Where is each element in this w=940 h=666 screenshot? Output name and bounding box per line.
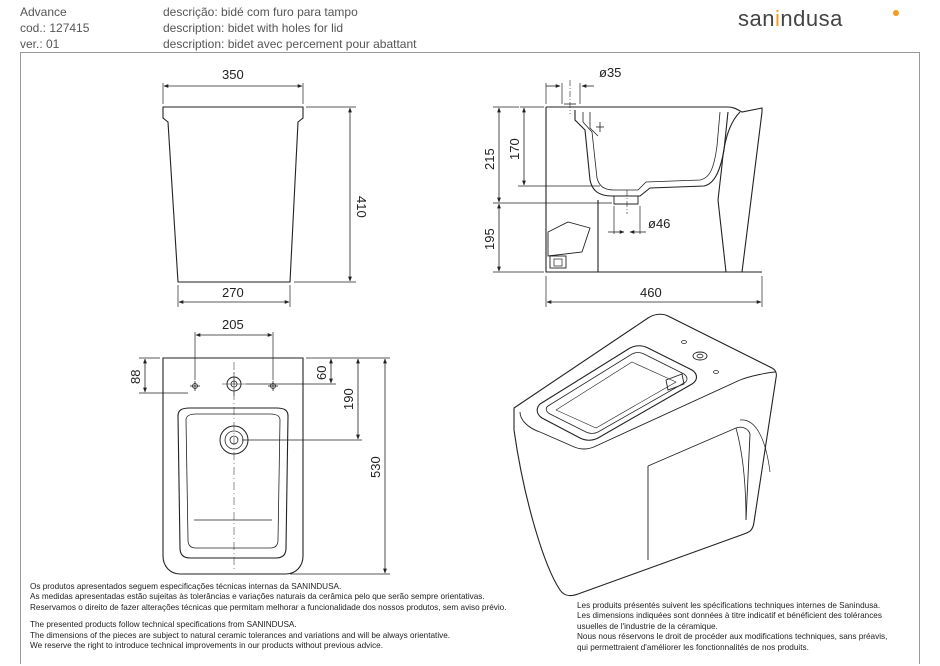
description-fr: description: bidet avec percement pour abattant [163, 37, 417, 51]
front-view [163, 83, 356, 307]
note-pt-1: Os produtos apresentados seguem especificações técnicas internas da SANINDUSA. [30, 582, 342, 591]
top-view [139, 332, 390, 574]
dim-top-88: 88 [128, 369, 143, 384]
note-en-1: The presented products follow technical specifications from SANINDUSA. [30, 620, 297, 630]
note-fr-2: Les dimensions indiquées sont données à titre indicatif et bénéficient des tolérances [577, 611, 882, 621]
dim-side-depth: 460 [640, 285, 662, 300]
dim-side-170: 170 [507, 138, 522, 160]
note-fr-3: usuelles de l'industrie de la céramique. [577, 621, 718, 631]
dim-front-height: 410 [354, 196, 369, 218]
note-fr-4: Nous nous réservons le droit de procéder aux modifications techniques, sans préavis, [577, 632, 888, 642]
description-en: description: bidet with holes for lid [163, 21, 344, 35]
dim-side-215: 215 [482, 148, 497, 170]
perspective-view [514, 314, 776, 595]
note-fr-5: qui permettraient d'améliorer les fonctionnalités de nos produits. [577, 642, 809, 652]
note-pt-2: As medidas apresentadas estão sujeitas às tolerâncias e variações naturais da cerâmica pelo que serão sempre orientativas. [30, 592, 485, 602]
dim-top-60: 60 [314, 365, 329, 380]
dim-top-holes: 205 [222, 317, 244, 332]
note-fr-1: Les produits présentés suivent les spécifications techniques internes de Sanindusa. [577, 601, 881, 610]
side-section-view [493, 80, 762, 307]
note-pt-3: Reservamos o direito de fazer alterações técnicas que permitam melhorar a funcionalidade dos nossos produtos, sem aviso prévio. [30, 602, 507, 612]
product-version: ver.: 01 [20, 37, 60, 51]
description-pt: descrição: bidé com furo para tampo [163, 5, 358, 19]
notes-pt-en [30, 582, 550, 651]
notes-fr [577, 601, 917, 653]
dim-front-top: 350 [222, 67, 244, 82]
dim-front-bottom: 270 [222, 285, 244, 300]
dim-side-hole: ø35 [599, 65, 622, 80]
dim-side-195: 195 [482, 228, 497, 250]
dim-top-530: 530 [368, 456, 383, 478]
sanindusa-logo: sanindusa [738, 6, 843, 31]
dim-top-190: 190 [341, 388, 356, 410]
product-code: cod.: 127415 [20, 21, 90, 35]
note-en-2: The dimensions of the pieces are subject to natural ceramic tolerances and variations and will be always orientative. [30, 630, 451, 640]
product-name: Advance [20, 5, 67, 19]
dim-side-drain: ø46 [648, 216, 671, 231]
note-en-3: We reserve the right to introduce technical improvements in our products without previous advice. [30, 641, 383, 651]
